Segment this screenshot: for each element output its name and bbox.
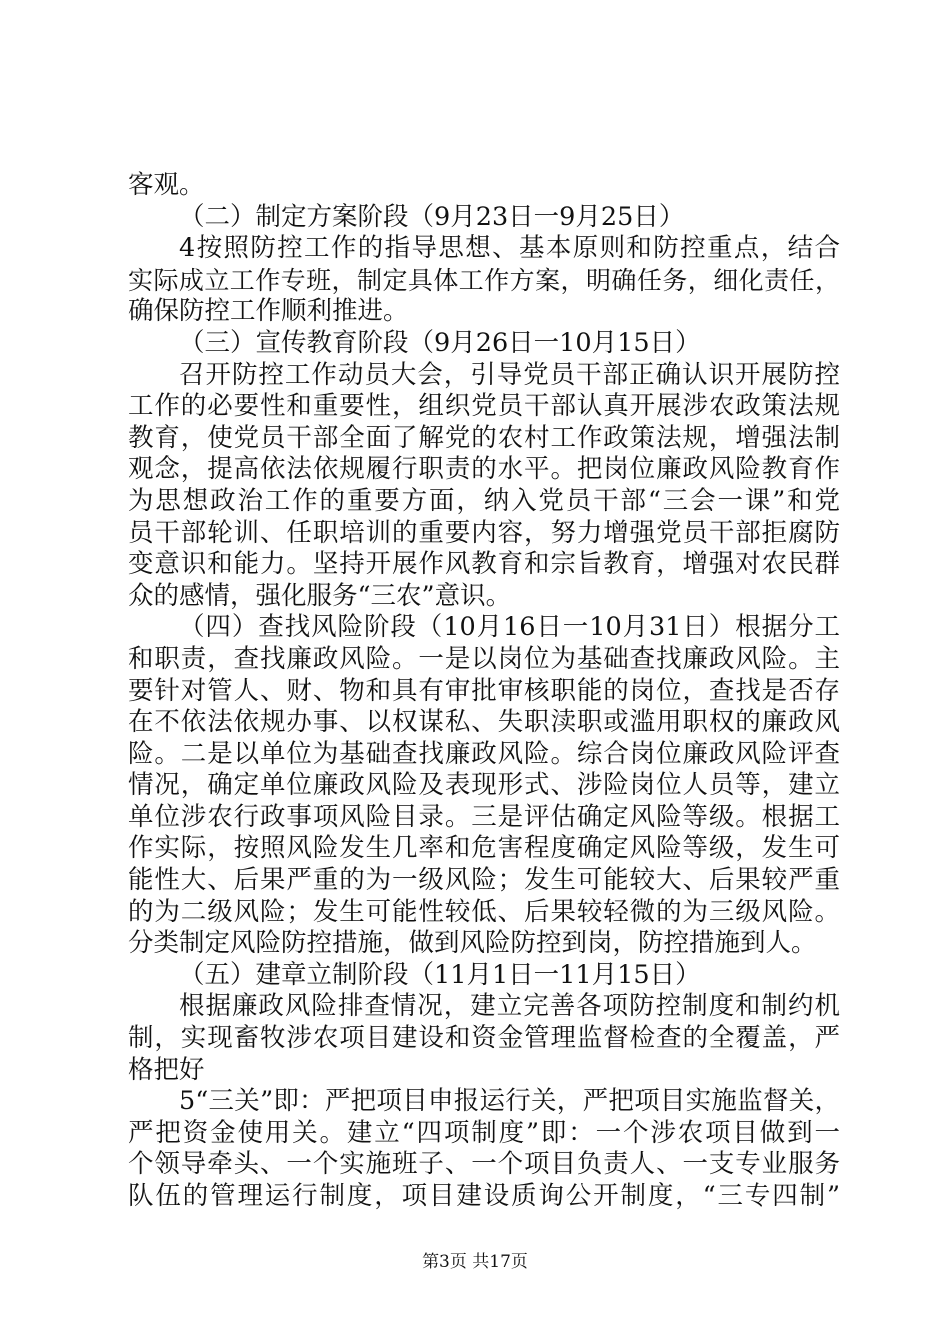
page-footer: 第3页 共17页 [422,1252,528,1272]
text-line: 观念，提高依法依规履行职责的水平。把岗位廉政风险教育作 [128,454,840,485]
text-line: 情况，确定单位廉政风险及表现形式、涉险岗位人员等，建立 [128,770,840,801]
text-line: 要针对管人、财、物和具有审批审核职能的岗位，查找是否存 [128,675,840,706]
text-line: 险。二是以单位为基础查找廉政风险。综合岗位廉政风险评查 [128,738,840,769]
text-line: 召开防控工作动员大会，引导党员干部正确认识开展防控 [179,359,840,390]
text-line: 实际成立工作专班，制定具体工作方案，明确任务，细化责任， [128,265,840,295]
text-line: 格把好 [128,1054,205,1085]
text-line: （五）建章立制阶段（11月1日一11月15日） [179,959,701,990]
text-line: 单位涉农行政事项风险目录。三是评估确定风险等级。根据工 [128,801,840,832]
text-line: 和职责，查找廉政风险。一是以岗位为基础查找廉政风险。主 [128,643,840,674]
text-line: 严把资金使用关。建立“四项制度”即：一个涉农项目做到一 [128,1117,840,1148]
text-line: 确保防控工作顺利推进。 [128,296,409,327]
text-line: 众的感情，强化服务“三农”意识。 [128,580,512,611]
text-line: 制，实现畜牧涉农项目建设和资金管理监督检查的全覆盖，严 [128,1023,840,1054]
text-line: 的为二级风险；发生可能性较低、后果较轻微的为三级风险。 [128,896,840,927]
text-line: 4按照防控工作的指导思想、基本原则和防控重点，结合 [179,233,840,264]
text-line: 客观。 [128,170,205,200]
text-line: 员干部轮训、任职培训的重要内容，努力增强党员干部拒腐防 [128,517,840,548]
text-line: （二）制定方案阶段（9月23日一9月25日） [179,201,685,232]
text-line: （三）宣传教育阶段（9月26日一10月15日） [179,327,701,358]
text-line: 工作的必要性和重要性，组织党员干部认真开展涉农政策法规 [128,391,840,422]
document-body [128,170,840,1213]
text-line: 队伍的管理运行制度，项目建设质询公开制度，“三专四制” [128,1181,840,1211]
text-line: 为思想政治工作的重要方面，纳入党员干部“三会一课”和党 [128,485,840,516]
text-line: 根据廉政风险排查情况，建立完善各项防控制度和制约机 [179,991,840,1022]
text-line: 能性大、后果严重的为一级风险；发生可能较大、后果较严重 [128,865,840,896]
text-line: 个领导牵头、一个实施班子、一个项目负责人、一支专业服务 [128,1149,840,1180]
text-line: 教育，使党员干部全面了解党的农村工作政策法规，增强法制 [128,422,840,453]
text-line: 在不依法依规办事、以权谋私、失职渎职或滥用职权的廉政风 [128,707,840,738]
text-line: 作实际，按照风险发生几率和危害程度确定风险等级，发生可 [128,833,840,864]
text-line: 分类制定风险防控措施，做到风险防控到岗，防控措施到人。 [128,928,817,959]
text-line: （四）查找风险阶段（10月16日一10月31日）根据分工 [179,612,840,643]
text-line: 变意识和能力。坚持开展作风教育和宗旨教育，增强对农民群 [128,549,840,580]
text-line: 5“三关”即：严把项目申报运行关，严把项目实施监督关， [179,1086,840,1117]
